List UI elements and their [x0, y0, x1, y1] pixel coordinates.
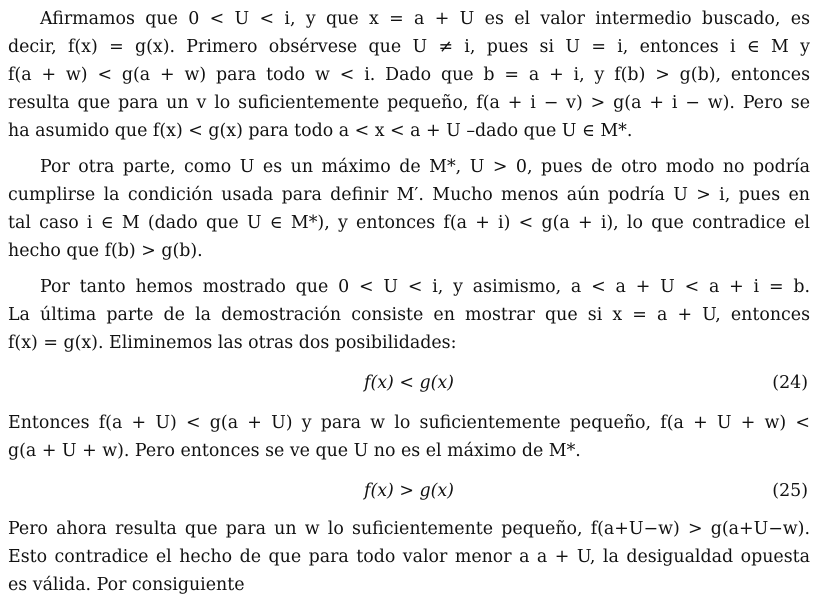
paragraph-1-line-1: Afirmamos que 0 < U < i, y que x = a + U es el valor intermedio buscado, es [40, 9, 810, 29]
equation-24-formula: f(x) < g(x) [364, 373, 454, 393]
paragraph-3-line-2: La última parte de la demostración consiste en mostrar que si x = a + U, entonces [8, 305, 810, 325]
paragraph-4-line-1: Entonces f(a + U) < g(a + U) y para w lo suficientemente pequeño, f(a + U + w) < [8, 413, 810, 433]
equation-24-number: (24) [772, 373, 808, 393]
paragraph-2-line-4: hecho que f(b) > g(b). [8, 241, 203, 261]
equation-25-number: (25) [772, 481, 808, 501]
paragraph-5-line-2: Esto contradice el hecho de que para todo valor menor a a + U, la desigualdad opuesta [8, 547, 810, 567]
paragraph-4-line-2: g(a + U + w). Pero entonces se ve que U no es el máximo de M*. [8, 441, 581, 461]
paragraph-1-line-4: resulta que para un v lo suficientemente pequeño, f(a + i − v) > g(a + i − w). Pero se [8, 93, 810, 113]
paragraph-2-line-2: cumplirse la condición usada para definir M′. Mucho menos aún podría U > i, pues en [8, 185, 810, 205]
paragraph-5-line-3: es válida. Por consiguiente [8, 575, 245, 595]
equation-25 [8, 477, 810, 505]
paragraph-1-line-5: ha asumido que f(x) < g(x) para todo a < x < a + U –dado que U ∈ M*. [8, 121, 633, 141]
paragraph-3-line-1: Por tanto hemos mostrado que 0 < U < i, y asimismo, a < a + U < a + i = b. [40, 277, 810, 297]
equation-24 [8, 369, 810, 397]
paragraph-3-line-3: f(x) = g(x). Eliminemos las otras dos posibilidades: [8, 333, 457, 353]
paragraph-1-line-3: f(a + w) < g(a + w) para todo w < i. Dado que b = a + i, y f(b) > g(b), entonces [8, 65, 810, 85]
equation-25-formula: f(x) > g(x) [364, 481, 454, 501]
paragraph-5-line-1: Pero ahora resulta que para un w lo suficientemente pequeño, f(a+U−w) > g(a+U−w). [8, 519, 810, 539]
paragraph-2-line-1: Por otra parte, como U es un máximo de M*, U > 0, pues de otro modo no podría [40, 157, 810, 177]
paragraph-1-line-2: decir, f(x) = g(x). Primero obsérvese que U ≠ i, pues si U = i, entonces i ∈ M y [8, 37, 810, 57]
paragraph-2-line-3: tal caso i ∈ M (dado que U ∈ M*), y entonces f(a + i) < g(a + i), lo que contradice el [8, 213, 810, 233]
